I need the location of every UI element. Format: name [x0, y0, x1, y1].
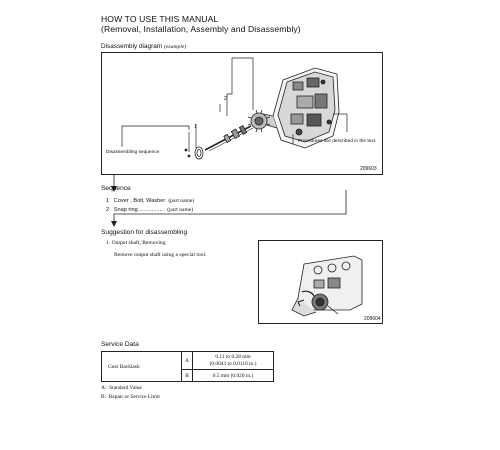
diagram-caption-note: (example)	[163, 44, 187, 50]
disassembly-diagram-drawing	[101, 52, 383, 175]
sequence-bracket	[110, 190, 350, 230]
page-title	[101, 14, 301, 34]
callout-number-2: 2	[224, 96, 227, 102]
suggestion-detail: Remove output shaft using a special tool.	[114, 252, 207, 258]
disassembling-sequence-label: Disassembling sequence	[106, 150, 160, 155]
sequence-item: 1 Cover , Bolt, Washer (part name)	[106, 198, 195, 204]
service-value-cell: 0.11 to 0.28 mm (0.0043 to 0.0110 in.)	[193, 352, 274, 370]
suggestion-step: 1. Output shaft, Removing	[106, 240, 166, 246]
procedure-note: Procedures are described in the text.	[298, 139, 377, 144]
diagram-caption-text: Disassembly diagram	[101, 43, 163, 50]
figure-id-diagram: 209603	[360, 166, 377, 172]
service-key-cell: B	[182, 370, 193, 382]
service-value-cell: 0.5 mm (0.020 in.)	[193, 370, 274, 382]
sequence-item: 2 Snap ring ................ (part name)	[106, 207, 194, 213]
service-data-table	[101, 351, 274, 382]
legend-item: B: Repair or Service Limit	[101, 394, 160, 400]
legend-item: A: Standard Value	[101, 385, 142, 391]
service-key-cell: A	[182, 352, 193, 370]
suggestion-figure-drawing	[258, 240, 383, 324]
title-line-2: (Removal, Installation, Assembly and Disassembly)	[101, 24, 301, 34]
service-item-cell: Gear Backlash	[102, 352, 182, 382]
figure-id-suggestion: 209604	[364, 316, 381, 322]
callout-number-1: 1	[194, 124, 197, 130]
service-data-legend	[101, 384, 160, 402]
gearbox-illustration	[185, 68, 339, 159]
suggestion-heading: Suggestion for disassembling	[101, 229, 188, 236]
sequence-heading: Sequence	[101, 185, 131, 192]
title-line-1: HOW TO USE THIS MANUAL	[101, 14, 219, 24]
table-row	[102, 352, 274, 370]
diagram-caption	[101, 43, 186, 50]
service-data-heading: Service Data	[101, 341, 139, 348]
